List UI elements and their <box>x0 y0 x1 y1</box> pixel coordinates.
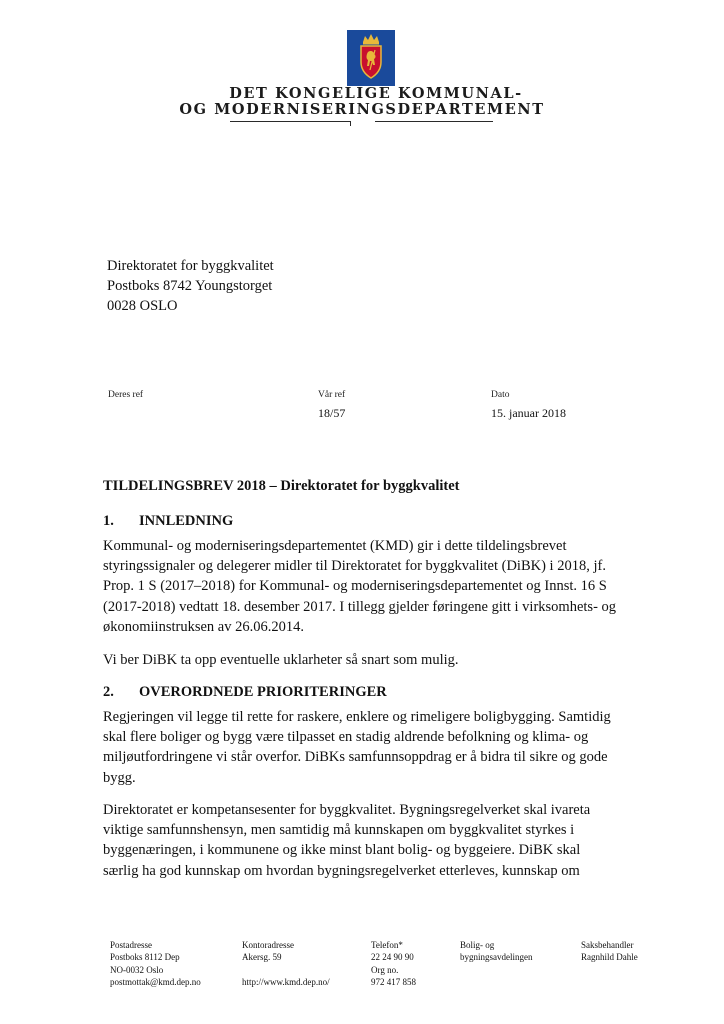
text-line: økonomiinstruksen av 26.06.2014. <box>103 618 304 635</box>
footer-orgno-label: Org no. <box>371 964 399 975</box>
section-1-paragraph-1 <box>103 536 648 637</box>
section-1-title: INNLEDNING <box>139 513 234 529</box>
dato-value: 15. januar 2018 <box>491 406 566 420</box>
section-1-number: 1. <box>103 513 114 529</box>
text-line: Prop. 1 S (2017–2018) for Kommunal- og moderniseringsdepartementet og Innst. 16 S <box>103 578 607 595</box>
footer-postadresse-label: Postadresse <box>110 940 152 950</box>
text-line: Vi ber DiBK ta opp eventuelle uklarheter så snart som mulig. <box>103 652 459 668</box>
deres-ref-label: Deres ref <box>108 390 144 400</box>
department-name-line-1: DET KONGELIGE KOMMUNAL- <box>229 85 523 102</box>
text-line: viktige samfunnshensyn, men samtidig må kunnskapen om byggkvalitet styrkes i <box>103 822 575 839</box>
text-line: bygg. <box>103 769 136 786</box>
department-name-line-2: OG MODERNISERINGSDEPARTEMENT <box>179 101 545 118</box>
dato-label: Dato <box>491 390 510 400</box>
footer-avdeling-line-2: bygningsavdelingen <box>460 952 533 963</box>
footer-website-link[interactable]: http://www.kmd.dep.no/ <box>242 976 330 987</box>
footer-saksbehandler <box>581 939 638 964</box>
letterhead-rule-left <box>230 121 350 122</box>
section-2-number: 2. <box>103 684 114 700</box>
footer-telefon <box>371 939 416 988</box>
section-1-paragraph-2 <box>103 650 648 670</box>
footer-phone-number: 22 24 90 90 <box>371 952 414 963</box>
footer-street: Akersg. 59 <box>242 952 282 963</box>
section-2-paragraph-2 <box>103 800 648 881</box>
text-line: miljøutfordringene vi står overfor. DiBKs samfunnsoppdrag er å bidra til sikre og gode <box>103 749 608 766</box>
section-2-heading <box>103 684 387 701</box>
footer-avdeling-line-1: Bolig- og <box>460 940 495 950</box>
recipient-line-3: 0028 OSLO <box>107 298 178 314</box>
section-2-paragraph-1 <box>103 707 648 788</box>
footer-postadresse <box>110 939 201 988</box>
footer-avdeling <box>460 939 533 964</box>
royal-crest-logo <box>347 30 395 86</box>
text-line: Direktoratet er kompetansesenter for byggkvalitet. Bygningsregelverket skal ivareta <box>103 802 591 818</box>
text-line: byggenæringen, i kommunene og ikke minst blant bolig- og byggeiere. DiBK skal <box>103 842 581 859</box>
footer-saksbehandler-label: Saksbehandler <box>581 940 634 950</box>
text-line: (2017-2018) vedtatt 18. desember 2017. I tillegg gjelder føringene gitt i virksomhets- og <box>103 598 617 615</box>
footer-postnummer: NO-0032 Oslo <box>110 964 164 975</box>
recipient-line-2: Postboks 8742 Youngstorget <box>107 278 273 294</box>
letterhead-rule-stem <box>350 121 351 126</box>
var-ref-label: Vår ref <box>318 390 346 400</box>
footer-kontoradresse <box>242 939 330 988</box>
document-title: TILDELINGSBREV 2018 – Direktoratet for byggkvalitet <box>103 478 460 494</box>
footer-postboks: Postboks 8112 Dep <box>110 952 180 963</box>
footer-kontoradresse-label: Kontoradresse <box>242 940 294 950</box>
text-line: Regjeringen vil legge til rette for raskere, enklere og rimeligere boligbygging. Samtidig <box>103 709 611 725</box>
text-line: særlig ha god kunnskap om hvordan bygningsregelverket etterleves, kunnskap om <box>103 862 580 879</box>
footer-telefon-label: Telefon* <box>371 940 403 950</box>
footer-saksbehandler-name: Ragnhild Dahle <box>581 952 638 963</box>
text-line: skal flere boliger og bygg være tilpasset en stadig aldrende befolkning og klima- og <box>103 729 589 746</box>
letterhead-rule-right <box>375 121 493 122</box>
footer-orgno-value: 972 417 858 <box>371 976 416 987</box>
text-line: styringssignaler og delegerer midler til Direktoratet for byggkvalitet (DiBK) i 2018, jf. <box>103 558 606 575</box>
var-ref-value: 18/57 <box>318 406 346 420</box>
footer-email: postmottak@kmd.dep.no <box>110 976 201 987</box>
footer-spacer <box>242 964 330 976</box>
section-2-title: OVERORDNEDE PRIORITERINGER <box>139 684 387 700</box>
section-1-heading <box>103 513 233 530</box>
text-line: Kommunal- og moderniseringsdepartementet (KMD) gir i dette tildelingsbrevet <box>103 538 567 554</box>
recipient-line-1: Direktoratet for byggkvalitet <box>107 258 274 274</box>
